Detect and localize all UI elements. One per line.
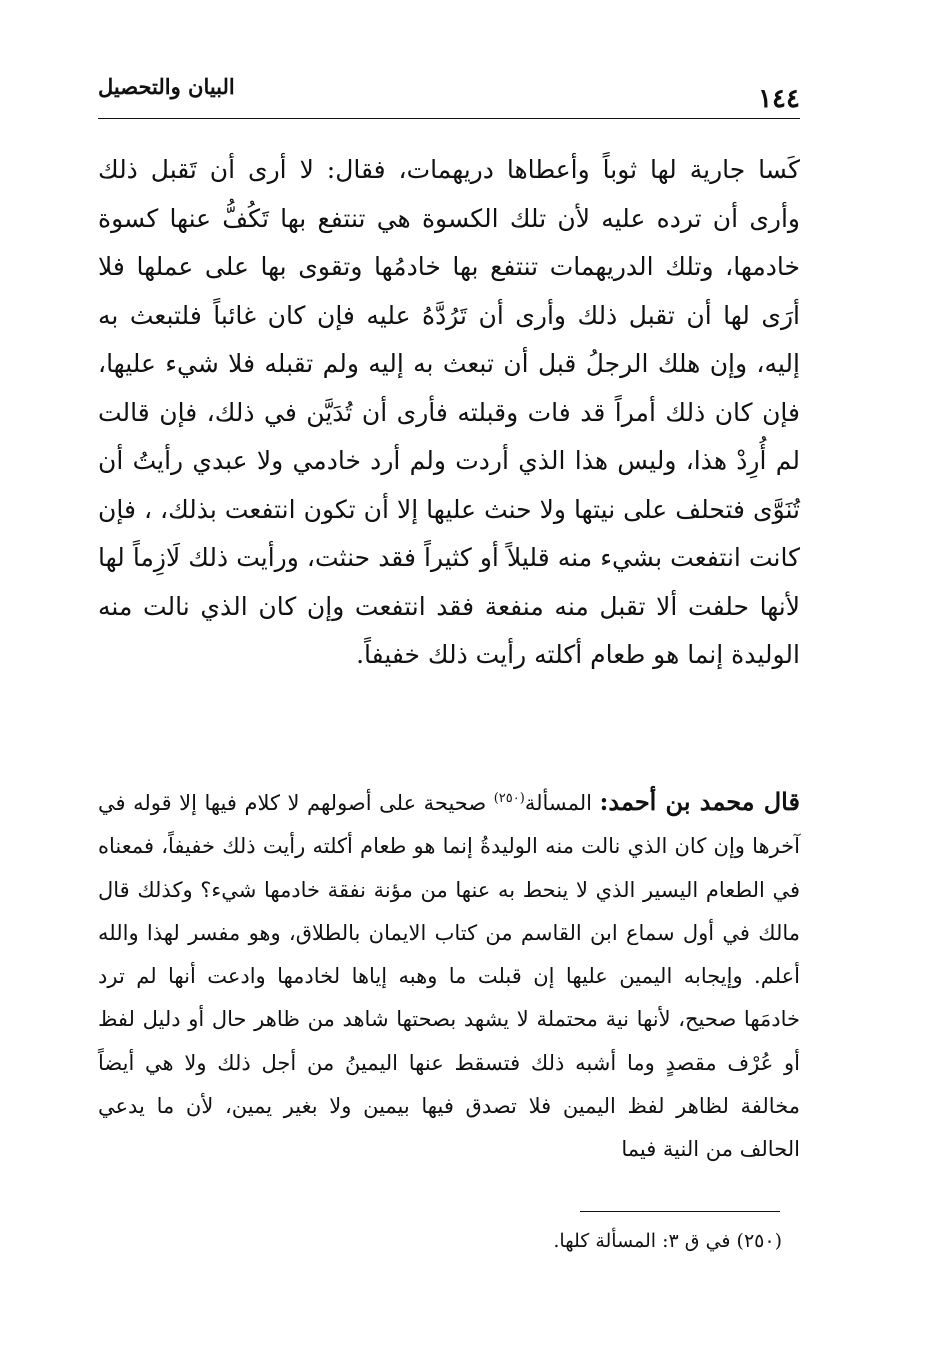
page-header xyxy=(98,70,800,119)
page-number: ١٤٤ xyxy=(758,84,800,114)
running-title: البيان والتحصيل xyxy=(98,74,235,99)
commentary-speaker: قال محمد بن أحمد: xyxy=(599,787,800,816)
commentary-lead: المسألة xyxy=(524,791,592,815)
commentary-text: صحيحة على أصولهم لا كلام فيها إلا قوله في آخرها وإن كان الذي نالت منه الوليدةُ إنما هو طعام أكلته رأيت ذلك خفيفاً، فمعناه في الطعام اليسير الذي لا ينحط به عنها من مؤنة نفقة خادمها شيء؟ وكذلك قال مالك في أول سماع ابن القاسم من كتاب الايمان بالطلاق، وهو مفسر لهذا والله أعلم. وإيجابه اليمين عليها إن قبلت ما وهبه إياها لخادمها وادعت أنها لم ترد خادمَها صحيح، لأنها نية محتملة لا يشهد بصحتها شاهد من ظاهر حال أو دليل لفظ أو عُرْف مقصدٍ وما أشبه ذلك فتسقط عنها اليمينُ من أجل ذلك ولا هي أيضاً مخالفة لظاهر لفظ اليمين فلا تصدق فيها بيمين ولا بغير يمين، لأن ما يدعي الحالف من النية فيما xyxy=(98,791,800,1162)
main-text: كَسا جارية لها ثوباً وأعطاها دريهمات، فقال: لا أرى أن تَقبل ذلك وأرى أن ترده عليه لأن تلك الكسوة هي تنتفع بها تَكُفُّ عنها كسوة خادمها، وتلك الدريهمات تنتفع بها خادمُها وتقوى بها على عملها فلا أرَى لها أن تقبل ذلك وأرى أن تَرُدَّهُ عليه فإن كان غائباً فلتبعث به إليه، وإن هلك الرجلُ قبل أن تبعث به إليه ولم تقبله فلا شيء عليها، فإن كان ذلك أمراً قد فات وقبلته فأرى أن تُدَيَّن في ذلك، فإن قالت لم أُرِدْ هذا، وليس هذا الذي أردت ولم أرد خادمي ولا عبدي رأيتُ أن تُنَوَّى فتحلف على نيتها ولا حنث عليها إلا أن تكون انتفعت بذلك، ، فإن كانت انتفعت بشيء منه قليلاً أو كثيراً فقد حنثت، ورأيت ذلك لَازِماً لها لأنها حلفت ألا تقبل منه منفعة فقد انتفعت وإن كان الذي نالت منه الوليدة إنما هو طعام أكلته رأيت ذلك خفيفاً. xyxy=(98,155,800,669)
commentary-paragraph xyxy=(98,780,800,1172)
footnote-divider xyxy=(580,1211,780,1212)
footnote-reference: (٢٥٠) xyxy=(493,791,525,806)
footnote: (٢٥٠) في ق ٣: المسألة كلها. xyxy=(553,1230,782,1252)
